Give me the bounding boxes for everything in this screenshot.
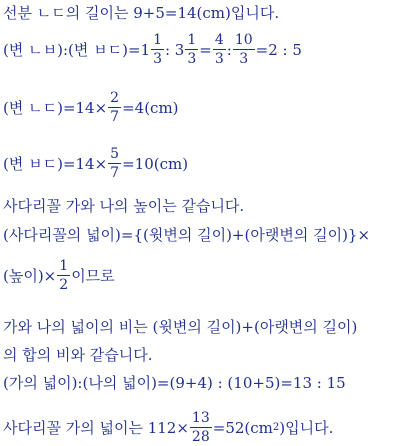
fraction	[233, 32, 255, 67]
fraction-denominator: 7	[110, 165, 120, 181]
fraction	[213, 32, 226, 67]
line-9-text: 의 합의 비와 같습니다.	[3, 346, 153, 364]
line-7-prefix: (높이)×	[3, 266, 57, 285]
fraction	[185, 32, 198, 67]
solution-line-1	[3, 4, 279, 22]
line-2-suffix: =2 : 5	[255, 40, 302, 59]
line-4-suffix: =10(cm)	[122, 154, 189, 173]
fraction-numerator: 1	[187, 32, 197, 48]
line-2-prefix: (변 ㄴㅂ):(변 ㅂㄷ)=1	[3, 40, 151, 59]
fraction	[151, 32, 164, 67]
line-2-mid-2: =	[199, 40, 212, 59]
fraction	[108, 146, 121, 181]
solution-line-6	[3, 226, 370, 244]
solution-line-5	[3, 197, 244, 215]
line-2-mid-1: : 3	[164, 40, 185, 59]
solution-line-3	[3, 90, 179, 125]
fraction-denominator: 28	[191, 429, 210, 445]
fraction-numerator: 13	[191, 410, 210, 426]
solution-line-2	[3, 32, 302, 67]
line-5-text: 사다리꼴 가와 나의 높이는 같습니다.	[3, 197, 245, 215]
fraction	[190, 410, 212, 445]
line-7-suffix: 이므로	[71, 266, 115, 285]
line-11-suffix-end: )입니다.	[279, 418, 334, 437]
line-1-text: 선분 ㄴㄷ의 길이는 9+5=14(cm)입니다.	[3, 4, 280, 22]
line-8-text: 가와 나의 넓이의 비는 (윗변의 길이)+(아랫변의 길이)	[3, 318, 358, 336]
fraction-numerator: 1	[59, 258, 69, 274]
fraction	[108, 90, 121, 125]
fraction-numerator: 4	[214, 32, 224, 48]
fraction-denominator: 3	[214, 51, 224, 67]
fraction	[57, 258, 70, 293]
fraction-denominator: 2	[59, 277, 69, 293]
solution-line-7	[3, 258, 115, 293]
line-4-prefix: (변 ㅂㄷ)=14×	[3, 154, 108, 173]
fraction-numerator: 1	[153, 32, 162, 48]
line-10-text: (가의 넓이):(나의 넓이)=(9+4) : (10+5)=13 : 15	[3, 374, 346, 392]
line-11-suffix: =52(cm	[212, 418, 273, 437]
solution-line-10	[3, 374, 346, 392]
fraction-denominator: 7	[110, 109, 120, 125]
solution-line-9	[3, 346, 152, 364]
line-3-suffix: =4(cm)	[122, 98, 179, 117]
solution-line-8	[3, 318, 357, 336]
fraction-denominator: 3	[239, 51, 249, 67]
fraction-numerator: 5	[110, 146, 120, 162]
solution-line-4	[3, 146, 188, 181]
fraction-denominator: 3	[187, 51, 197, 67]
line-6-text: (사다리꼴의 넓이)={(윗변의 길이)+(아랫변의 길이)}×	[3, 226, 371, 244]
solution-line-11: 사다리꼴 가의 넓이는 112× $\frac{13}{28}$ =52(cm 2 )입니다.	[3, 410, 334, 445]
line-2-mid-3: :	[226, 40, 232, 59]
fraction-numerator: 2	[110, 90, 120, 106]
fraction-denominator: 3	[153, 51, 162, 67]
fraction-numerator: 10	[234, 32, 253, 48]
line-3-prefix: (변 ㄴㄷ)=14×	[3, 98, 108, 117]
line-11-prefix: 사다리꼴 가의 넓이는 112×	[3, 418, 189, 437]
